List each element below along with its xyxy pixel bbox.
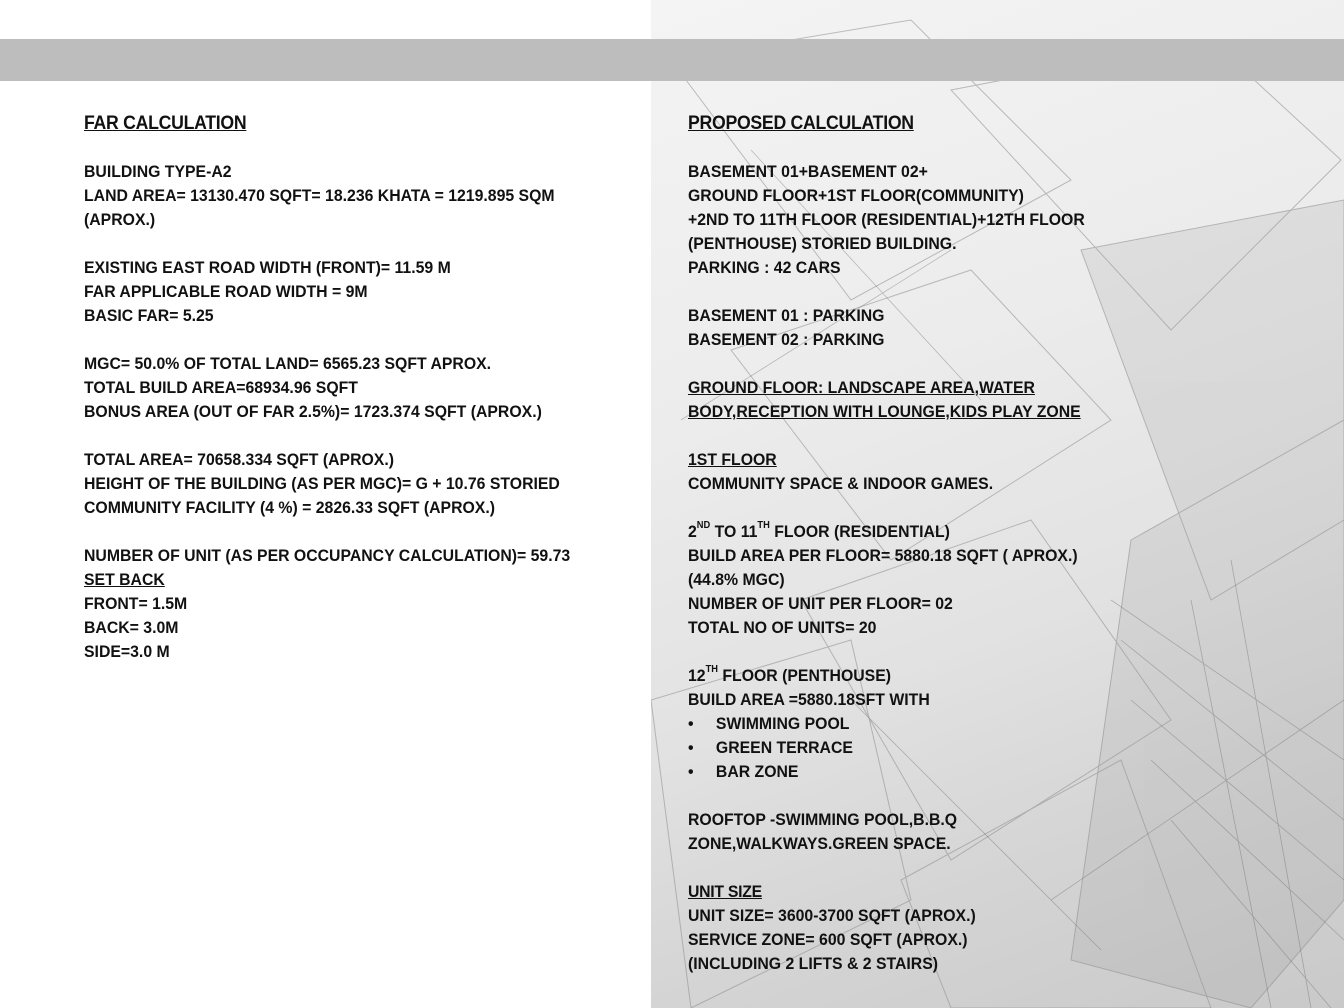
residential-floors-title bbox=[688, 520, 1085, 544]
penthouse-item-label: SWIMMING POOL bbox=[715, 714, 850, 733]
land-area-line-2: (APROX.) bbox=[84, 210, 156, 229]
penthouse-item bbox=[688, 736, 1085, 760]
building-height: HEIGHT OF THE BUILDING (AS PER MGC)= G + 10.76 STORIED bbox=[84, 474, 560, 493]
number-of-units: NUMBER OF UNIT (AS PER OCCUPANCY CALCULATION)= 59.73 bbox=[84, 546, 571, 565]
ground-floor-line-1: GROUND FLOOR: LANDSCAPE AREA,WATER bbox=[688, 378, 1035, 397]
penthouse-item bbox=[688, 760, 1085, 784]
setback-title: SET BACK bbox=[84, 570, 165, 589]
including-lifts-stairs: (INCLUDING 2 LIFTS & 2 STAIRS) bbox=[688, 954, 939, 973]
penthouse-item-label: GREEN TERRACE bbox=[715, 738, 853, 757]
land-area-line-1: LAND AREA= 13130.470 SQFT= 18.236 KHATA = 1219.895 SQM bbox=[84, 186, 555, 205]
far-road-width: FAR APPLICABLE ROAD WIDTH = 9M bbox=[84, 282, 368, 301]
basement-02: BASEMENT 02 : PARKING bbox=[688, 330, 885, 349]
proposal-line-4: (PENTHOUSE) STORIED BUILDING. bbox=[688, 234, 957, 253]
basement-01: BASEMENT 01 : PARKING bbox=[688, 306, 885, 325]
units-per-floor: NUMBER OF UNIT PER FLOOR= 02 bbox=[688, 594, 953, 613]
far-calculation-column bbox=[84, 112, 570, 664]
ground-floor-line-2: BODY,RECEPTION WITH LOUNGE,KIDS PLAY ZONE bbox=[688, 402, 1081, 421]
road-width: EXISTING EAST ROAD WIDTH (FRONT)= 11.59 M bbox=[84, 258, 451, 277]
residential-tail: FLOOR (RESIDENTIAL) bbox=[769, 522, 950, 541]
proposed-calculation-title: PROPOSED CALCULATION bbox=[688, 113, 914, 134]
first-floor-title: 1ST FLOOR bbox=[688, 450, 777, 469]
rooftop-line-2: ZONE,WALKWAYS.GREEN SPACE. bbox=[688, 834, 951, 853]
penthouse-number: 12 bbox=[688, 666, 706, 685]
setback-side: SIDE=3.0 M bbox=[84, 642, 170, 661]
bullet-icon: • bbox=[688, 762, 694, 781]
rooftop-line-1: ROOFTOP -SWIMMING POOL,B.B.Q bbox=[688, 810, 958, 829]
parking: PARKING : 42 CARS bbox=[688, 258, 841, 277]
residential-start-suffix: ND bbox=[696, 520, 711, 531]
building-type: BUILDING TYPE-A2 bbox=[84, 162, 232, 181]
mgc: MGC= 50.0% OF TOTAL LAND= 6565.23 SQFT APROX. bbox=[84, 354, 492, 373]
proposal-line-1: BASEMENT 01+BASEMENT 02+ bbox=[688, 162, 928, 181]
bullet-icon: • bbox=[688, 738, 694, 757]
penthouse-title bbox=[688, 664, 1085, 688]
total-build-area: TOTAL BUILD AREA=68934.96 SQFT bbox=[84, 378, 358, 397]
penthouse-suffix: TH bbox=[705, 664, 719, 675]
header-band bbox=[0, 39, 1344, 81]
proposal-line-3: +2ND TO 11TH FLOOR (RESIDENTIAL)+12TH FLOOR bbox=[688, 210, 1085, 229]
first-floor-description: COMMUNITY SPACE & INDOOR GAMES. bbox=[688, 474, 994, 493]
residential-mid: TO 11 bbox=[710, 522, 758, 541]
bullet-icon: • bbox=[688, 714, 694, 733]
service-zone: SERVICE ZONE= 600 SQFT (APROX.) bbox=[688, 930, 968, 949]
residential-end-suffix: TH bbox=[757, 520, 770, 531]
unit-size-title: UNIT SIZE bbox=[688, 882, 762, 901]
total-units: TOTAL NO OF UNITS= 20 bbox=[688, 618, 877, 637]
total-area: TOTAL AREA= 70658.334 SQFT (APROX.) bbox=[84, 450, 394, 469]
penthouse-item-label: BAR ZONE bbox=[715, 762, 799, 781]
basic-far: BASIC FAR= 5.25 bbox=[84, 306, 214, 325]
proposed-calculation-column bbox=[688, 112, 1085, 976]
penthouse-tail: FLOOR (PENTHOUSE) bbox=[718, 666, 892, 685]
residential-start-number: 2 bbox=[688, 522, 697, 541]
bonus-area: BONUS AREA (OUT OF FAR 2.5%)= 1723.374 SQFT (APROX.) bbox=[84, 402, 542, 421]
residential-build-area: BUILD AREA PER FLOOR= 5880.18 SQFT ( APROX.) bbox=[688, 546, 1078, 565]
setback-back: BACK= 3.0M bbox=[84, 618, 179, 637]
unit-size: UNIT SIZE= 3600-3700 SQFT (APROX.) bbox=[688, 906, 976, 925]
proposal-line-2: GROUND FLOOR+1ST FLOOR(COMMUNITY) bbox=[688, 186, 1024, 205]
penthouse-item bbox=[688, 712, 1085, 736]
community-facility: COMMUNITY FACILITY (4 %) = 2826.33 SQFT (APROX.) bbox=[84, 498, 496, 517]
far-calculation-title: FAR CALCULATION bbox=[84, 113, 247, 134]
setback-front: FRONT= 1.5M bbox=[84, 594, 188, 613]
penthouse-build-area: BUILD AREA =5880.18SFT WITH bbox=[688, 690, 930, 709]
residential-mgc: (44.8% MGC) bbox=[688, 570, 785, 589]
